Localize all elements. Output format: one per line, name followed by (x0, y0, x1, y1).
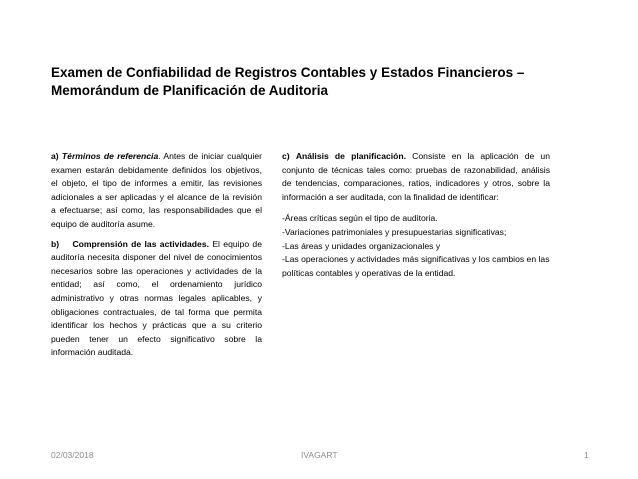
paragraph-b-body: El equipo de auditoría necesita disponer del nivel de conocimientos necesarios sobre las operaciones y actividades de la entidad; así como, el ordenamiento jurídico administrativo y otras normas legales aplicables, y obligaciones contractuales, de tal forma que permita identificar los hechos y prácticas que a su criterio pueden tener un efecto significativo sobre la información auditada. (51, 238, 262, 358)
list-item: -Las áreas y unidades organizacionales y (282, 240, 441, 251)
slide-title-line-1: Examen de Confiabilidad de Registros Contables y Estados Financieros – (51, 65, 525, 80)
footer-date: 02/03/2018 (51, 450, 94, 460)
left-column (51, 150, 262, 366)
slide-title-line-2: Memorándum de Planificación de Auditoria (51, 83, 329, 98)
paragraph-c-label: c) (282, 151, 290, 161)
list-item: -Áreas críticas según el tipo de auditoria. (282, 213, 438, 224)
paragraph-a-term: Términos de referencia (61, 151, 159, 161)
paragraph-a-body: . Antes de iniciar cualquier examen estarán debidamente definidos los objetivos, el objeto, el tipo de informes a emitir, las revisiones adicionales a ser aplicadas y el alcance de la revisión a efectuarse; así como, las responsabilidades que el equipo de auditoría asume. (51, 151, 262, 229)
paragraph-c (282, 150, 550, 204)
right-column (282, 150, 550, 280)
paragraph-b (51, 238, 262, 360)
paragraph-a (51, 150, 262, 232)
paragraph-c-term: Análisis de planificación. (295, 151, 407, 161)
footer-author: IVAGART (301, 450, 338, 460)
paragraph-c-body: Consiste en la aplicación de un conjunto de técnicas tales como: pruebas de razonabilidad, análisis de tendencias, comparaciones, ratios, indicadores y otros, sobre la información a ser auditada, con la finalidad de identificar: (282, 151, 550, 202)
list-item: -Las operaciones y actividades más significativas y los cambios en las políticas contables y operativas de la entidad. (282, 254, 550, 278)
paragraph-b-label: b) (51, 238, 60, 249)
slide-title (51, 64, 591, 100)
footer-page-number: 1 (584, 450, 589, 460)
list-item: -Variaciones patrimoniales y presupuestarias significativas; (282, 226, 507, 237)
critical-areas-list (282, 212, 550, 280)
paragraph-a-label: a) (51, 151, 59, 161)
paragraph-b-term: Comprensión de las actividades. (72, 238, 209, 249)
